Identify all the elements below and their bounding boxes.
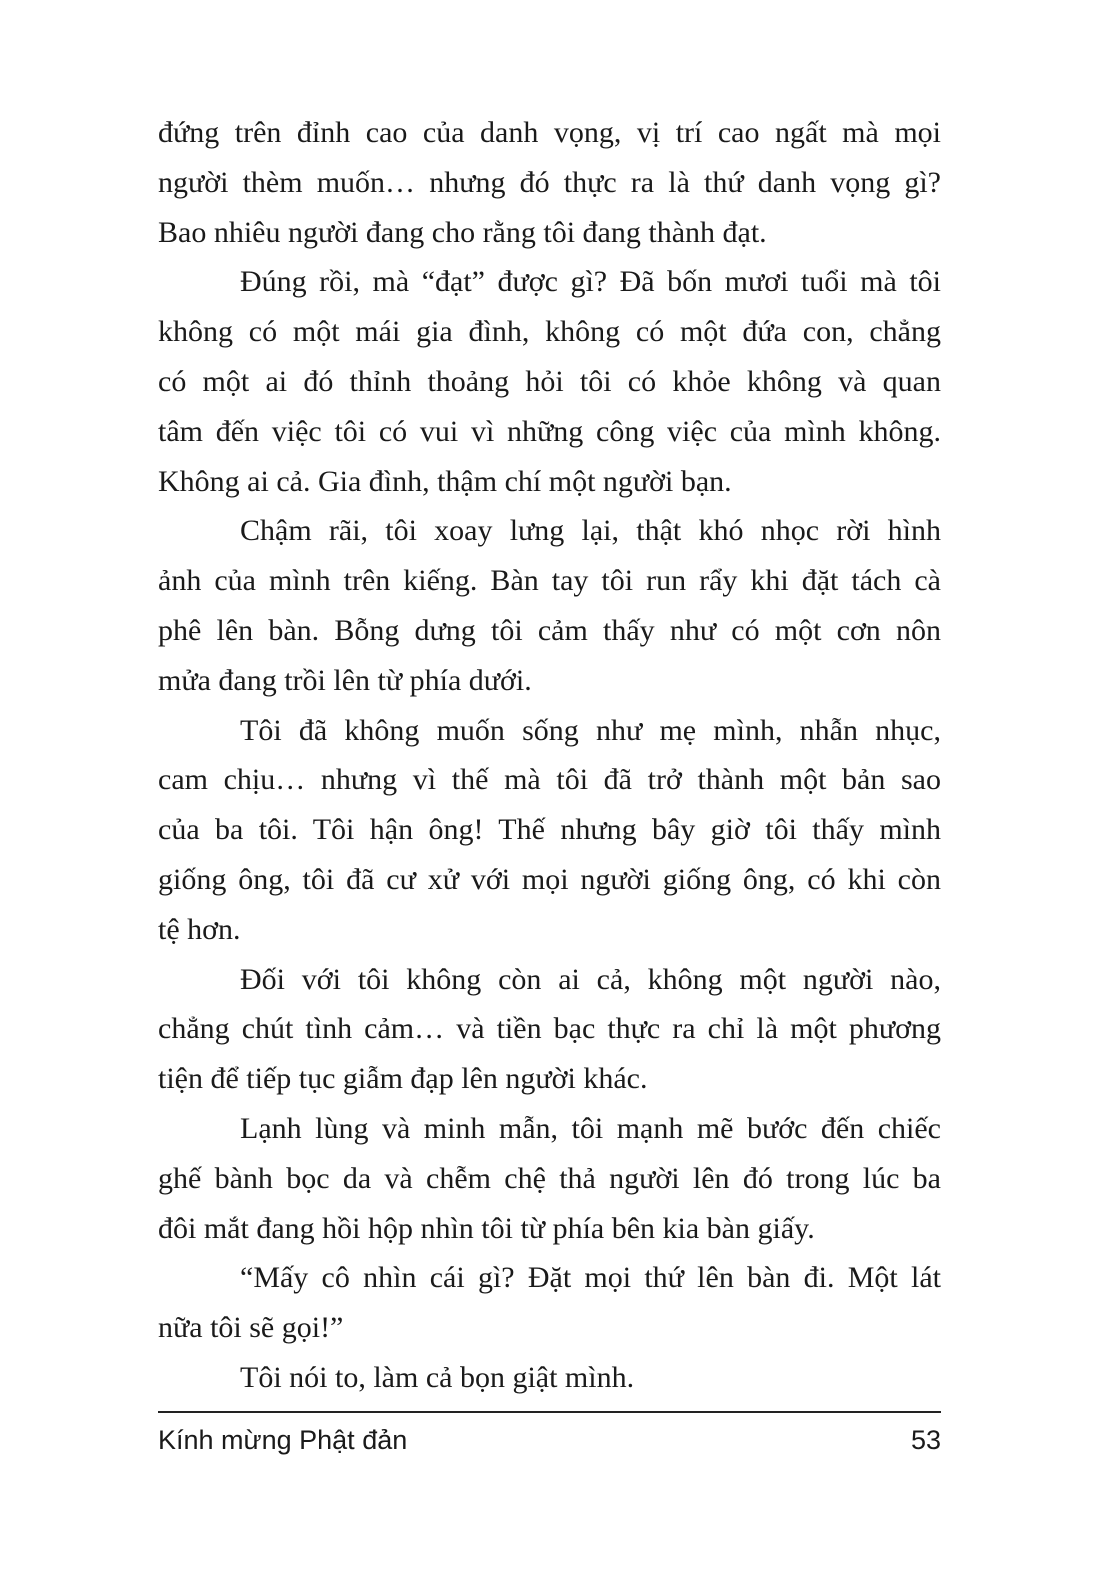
- text-line: tiện để tiếp tục giẫm đạp lên người khác.: [158, 1062, 648, 1096]
- text-line: Lạnh lùng và minh mẫn, tôi mạnh mẽ bước đến chiếc: [240, 1111, 941, 1145]
- text-line: cam chịu… nhưng vì thế mà tôi đã trở thành một bản sao: [158, 763, 941, 797]
- text-line: Không ai cả. Gia đình, thậm chí một người bạn.: [158, 464, 732, 498]
- text-line: Đúng rồi, mà “đạt” được gì? Đã bốn mươi tuổi mà tôi: [240, 265, 941, 299]
- page-number: 53: [910, 1424, 941, 1455]
- text-line: người thèm muốn… nhưng đó thực ra là thứ danh vọng gì?: [158, 165, 941, 199]
- running-title: Kính mừng Phật đản: [158, 1424, 408, 1455]
- footer-divider: [158, 1411, 941, 1413]
- text-line: Tôi đã không muốn sống như mẹ mình, nhẫn nhục,: [240, 713, 941, 747]
- text-line: tâm đến việc tôi có vui vì những công việc của mình không.: [158, 414, 941, 448]
- text-line: giống ông, tôi đã cư xử với mọi người giống ông, có khi còn: [158, 862, 941, 896]
- text-line: “Mấy cô nhìn cái gì? Đặt mọi thứ lên bàn đi. Một lát: [240, 1261, 941, 1295]
- text-line: tệ hơn.: [158, 912, 241, 946]
- text-line: Bao nhiêu người đang cho rằng tôi đang thành đạt.: [158, 215, 767, 249]
- text-line: đôi mắt đang hồi hộp nhìn tôi từ phía bên kia bàn giấy.: [158, 1211, 815, 1245]
- text-line: phê lên bàn. Bỗng dưng tôi cảm thấy như có một cơn nôn: [158, 613, 941, 647]
- text-line: nữa tôi sẽ gọi!”: [158, 1311, 344, 1345]
- text-line: đứng trên đỉnh cao của danh vọng, vị trí cao ngất mà mọi: [158, 116, 941, 149]
- text-line: Đối với tôi không còn ai cả, không một người nào,: [240, 962, 941, 996]
- text-line: chẳng chút tình cảm… và tiền bạc thực ra chỉ là một phương: [158, 1012, 941, 1046]
- text-line: mửa đang trồi lên từ phía dưới.: [158, 663, 532, 697]
- text-line: của ba tôi. Tôi hận ông! Thế nhưng bây giờ tôi thấy mình: [158, 813, 941, 847]
- page-footer: [158, 1418, 941, 1462]
- text-line: không có một mái gia đình, không có một đứa con, chẳng: [158, 315, 941, 349]
- text-line: ghế bành bọc da và chễm chệ thả người lên đó trong lúc ba: [158, 1161, 941, 1195]
- text-line: có một ai đó thỉnh thoảng hỏi tôi có khỏe không và quan: [158, 364, 941, 398]
- text-line: Chậm rãi, tôi xoay lưng lại, thật khó nhọc rời hình: [240, 514, 941, 548]
- text-line: ảnh của mình trên kiếng. Bàn tay tôi run rẩy khi đặt tách cà: [158, 564, 941, 598]
- text-line: Tôi nói to, làm cả bọn giật mình.: [240, 1360, 635, 1394]
- page-body-text: [158, 108, 941, 1403]
